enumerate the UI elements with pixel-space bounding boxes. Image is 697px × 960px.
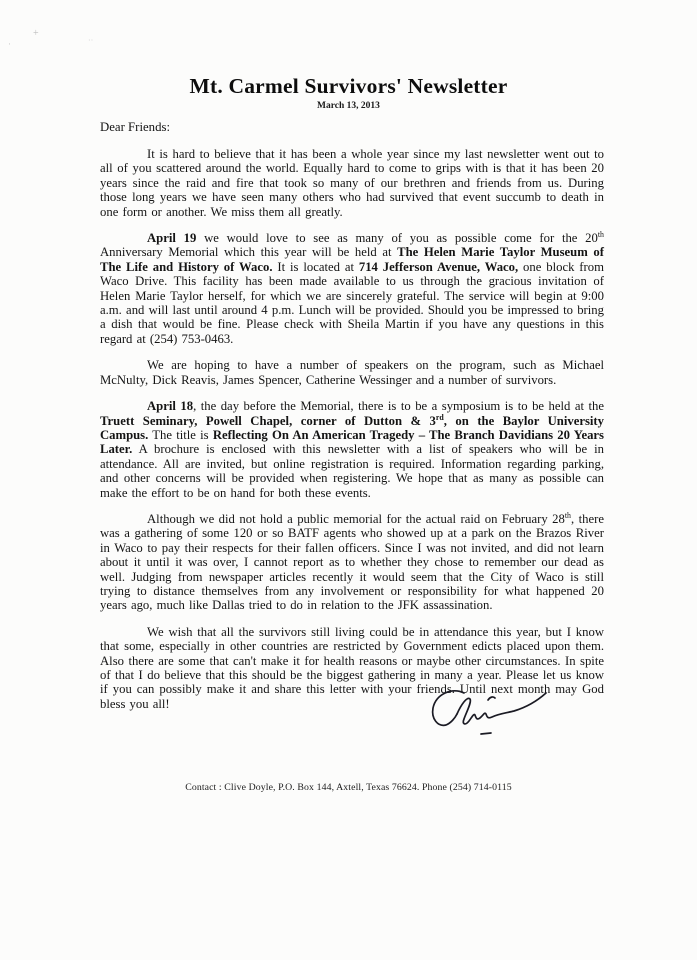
letter-title: Mt. Carmel Survivors' Newsletter (189, 74, 508, 98)
letter-paragraph-speakers: We are hoping to have a number of speakers on the program, such as Michael McNulty, Dick Reavis, James Spencer, Catherine Wessinger and a number of survivors. (100, 358, 604, 387)
letter-paragraph-intro: It is hard to believe that it has been a whole year since my last newsletter went out to all of you scattered around the world. Equally hard to come to grips with is that it has been 20 years since the raid and fire that took so many of our brethren and friends from us. During those long years we have seen many others who had survived that event succumb to death in one form or another. We miss them all greatly. (100, 147, 604, 219)
scan-artifact: · (8, 39, 11, 49)
signature-handwriting (424, 686, 574, 746)
salutation: Dear Friends: (100, 120, 171, 134)
scan-artifact: + (33, 28, 39, 39)
letter-body (100, 147, 604, 723)
contact-line: Contact : Clive Doyle, P.O. Box 144, Axtell, Texas 76624. Phone (254) 714-0115 (185, 782, 512, 793)
signature (424, 686, 574, 746)
letter-paragraph-feb28-raid: Although we did not hold a public memorial for the actual raid on February 28th, there was a gathering of some 120 or so BATF agents who showed up at a park on the Brazos River in Waco to pay their respects for their fallen officers. Since I was not invited, and did not learn about it until it was over, I cannot report as to whether they chose to remember our dead as well. Judging from newspaper articles recently it would seem that the City of Waco is still trying to distance themselves from any involvement or responsibility for what happened 20 years ago, much like Dallas tried to do in relation to the JFK assassination. (100, 510, 604, 613)
letter-paragraph-april19-memorial: April 19 we would love to see as many of you as possible come for the 20th Anniversary Memorial which this year will be held at The Helen Marie Taylor Museum of The Life and History of Waco. It is located at 714 Jefferson Avenue, Waco, one block from Waco Drive. This facility has been made available to us through the gracious invitation of Helen Marie Taylor herself, for which we are sincerely grateful. The service will begin at 9:00 a.m. and will last until around 4 p.m. Lunch will be provided. Should you be impressed to bring a dish that would be fine. Please check with Sheila Martin if you have any questions in this regard at (254) 753-0463. (100, 229, 604, 346)
scan-artifact: ·· (88, 36, 94, 45)
letter-paragraph-april18-symposium: April 18, the day before the Memorial, there is to be a symposium is to be held at the Truett Seminary, Powell Chapel, corner of Dutton & 3rd, on the Baylor University Campus. The title is Reflecting On An American Tragedy – The Branch Davidians 20 Years Later. A brochure is enclosed with this newsletter with a list of speakers who will be in attendance. All are invited, but online registration is required. Information regarding parking, and other concerns will be provided when registering. We hope that as many as possible can make the effort to be on hand for both these events. (100, 399, 604, 500)
letter-date: March 13, 2013 (317, 101, 380, 111)
letter-paragraph-closing: We wish that all the survivors still living could be in attendance this year, but I know that some, especially in other countries are restricted by Government edicts placed upon them. Also there are some that can't make it for health reasons or maybe other circumstances. In spite of that I do believe that this should be the biggest gathering in many a year. Please let us know if you can possibly make it and share this letter with your friends. Until next month may God bless you all! (100, 624, 604, 711)
